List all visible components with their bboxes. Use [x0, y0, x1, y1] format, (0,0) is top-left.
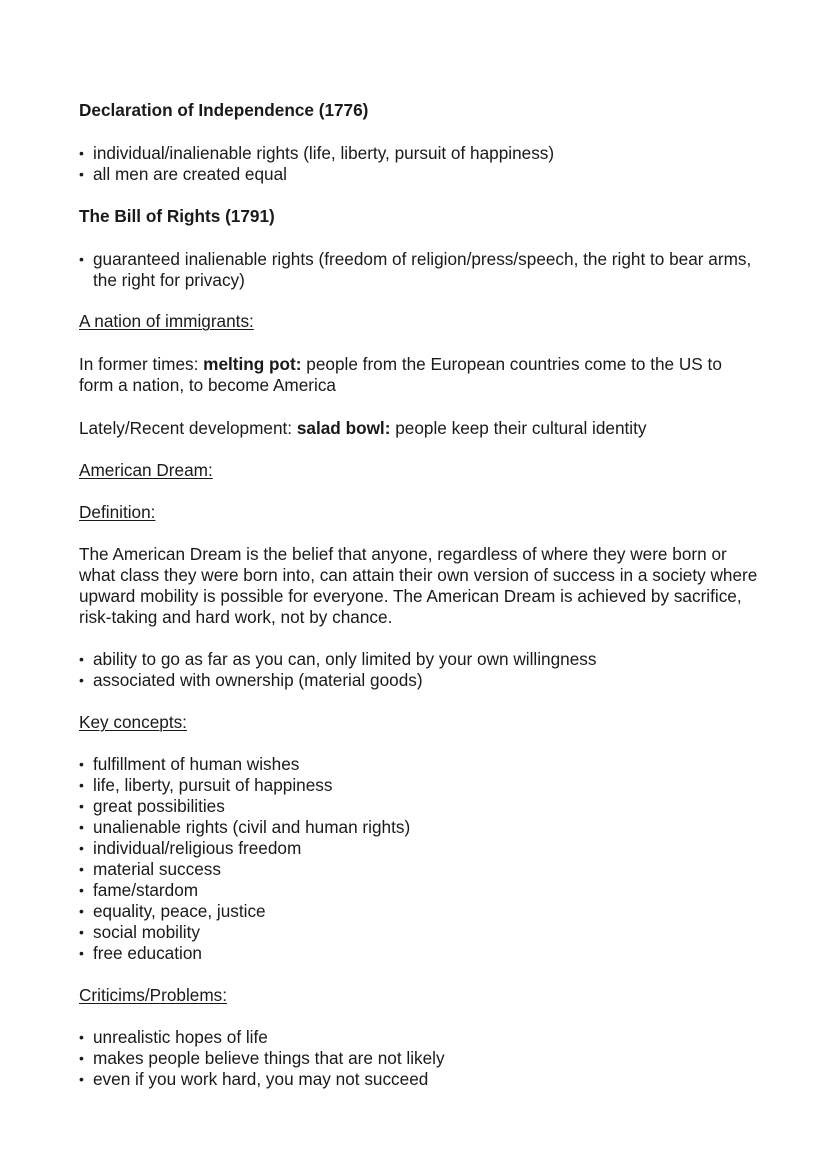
list-item: • material success: [79, 859, 759, 880]
american-dream-heading: American Dream:: [79, 460, 213, 480]
definition-paragraph: The American Dream is the belief that anyone, regardless of where they were born or what class they were born into, can attain their own version of success in a society where upward mobility is possible for everyone. The American Dream is achieved by sacrifice, risk-taking and hard work, not by chance.: [79, 544, 758, 627]
criticisms-heading: Criticims/Problems:: [79, 985, 228, 1005]
list-item: • unalienable rights (civil and human rights): [79, 817, 759, 838]
list-item: • associated with ownership (material goods): [79, 670, 759, 691]
list-item: • makes people believe things that are not likely: [79, 1048, 759, 1069]
list-item: • guaranteed inalienable rights (freedom of religion/press/speech, the right to bear arms, the right for privacy): [79, 249, 759, 291]
melting-pot-prefix: In former times:: [79, 354, 204, 374]
immigrants-heading: A nation of immigrants:: [79, 311, 254, 331]
definition-list: [79, 649, 759, 691]
list-item: • individual/religious freedom: [79, 838, 759, 859]
key-concepts-list: [79, 754, 759, 964]
list-item: • ability to go as far as you can, only limited by your own willingness: [79, 649, 759, 670]
document-page: [79, 100, 759, 1090]
salad-bowl-prefix: Lately/Recent development:: [79, 418, 297, 438]
list-item: • equality, peace, justice: [79, 901, 759, 922]
list-item: • life, liberty, pursuit of happiness: [79, 775, 759, 796]
criticisms-list: [79, 1027, 759, 1090]
melting-pot-text: people from the European countries come to the US to form a nation, to become America: [79, 354, 722, 395]
definition-heading: Definition:: [79, 502, 156, 522]
melting-pot-term: melting pot:: [203, 354, 302, 374]
list-item: • great possibilities: [79, 796, 759, 817]
list-item: • all men are created equal: [79, 164, 759, 185]
bill-of-rights-list: [79, 249, 759, 291]
salad-bowl-term: salad bowl:: [296, 418, 391, 438]
list-item: • fame/stardom: [79, 880, 759, 901]
list-item: • fulfillment of human wishes: [79, 754, 759, 775]
melting-pot-paragraph: [79, 354, 759, 396]
list-item: • social mobility: [79, 922, 759, 943]
list-item: • unrealistic hopes of life: [79, 1027, 759, 1048]
salad-bowl-text: people keep their cultural identity: [390, 418, 647, 438]
declaration-heading: Declaration of Independence (1776): [79, 100, 369, 120]
key-concepts-heading: Key concepts:: [79, 712, 187, 732]
list-item: • individual/inalienable rights (life, liberty, pursuit of happiness): [79, 143, 759, 164]
list-item: • free education: [79, 943, 759, 964]
bill-of-rights-heading: The Bill of Rights (1791): [79, 206, 275, 226]
declaration-list: [79, 143, 759, 185]
list-item: • even if you work hard, you may not succeed: [79, 1069, 759, 1090]
salad-bowl-paragraph: [79, 418, 759, 439]
